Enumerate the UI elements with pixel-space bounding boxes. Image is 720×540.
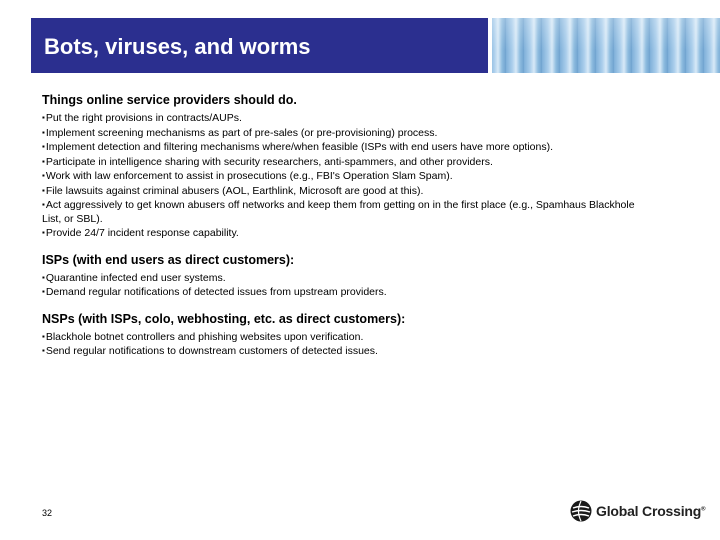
section-online-service-providers — [42, 93, 642, 241]
list-item: ▪Blackhole botnet controllers and phishing websites upon verification. — [42, 330, 364, 343]
bullet-icon: ▪ — [42, 156, 45, 166]
section-nsps — [42, 312, 642, 359]
section-title: NSPs (with ISPs, colo, webhosting, etc. as direct customers): — [42, 311, 406, 326]
bullet-list — [42, 330, 642, 359]
list-item: ▪Work with law enforcement to assist in prosecutions (e.g., FBI's Operation Slam Spam). — [42, 170, 453, 182]
list-item: ▪Implement detection and filtering mechanisms where/when feasible (ISPs with end users have more options). — [42, 141, 554, 153]
bullet-icon: ▪ — [42, 287, 45, 296]
bullet-icon: ▪ — [42, 272, 45, 282]
bullet-icon: ▪ — [42, 185, 45, 195]
bullet-list — [42, 111, 642, 241]
section-title: Things online service providers should do. — [42, 93, 297, 107]
bullet-icon: ▪ — [42, 113, 45, 122]
logo-wordmark: Global Crossing® — [596, 503, 706, 519]
list-item: ▪Demand regular notifications of detected issues from upstream providers. — [42, 286, 387, 298]
globe-icon — [570, 500, 592, 522]
list-item: ▪Provide 24/7 incident response capability. — [42, 227, 239, 239]
slide-title: Bots, viruses, and worms — [44, 34, 311, 59]
bullet-icon: ▪ — [42, 127, 45, 137]
global-crossing-logo — [570, 500, 710, 524]
section-isps — [42, 253, 642, 300]
bullet-icon: ▪ — [42, 346, 45, 355]
bullet-icon: ▪ — [42, 200, 45, 209]
list-item: ▪Implement screening mechanisms as part of pre-sales (or pre-provisioning) process. — [42, 126, 438, 139]
bullet-icon: ▪ — [42, 142, 45, 151]
header-building-image — [488, 18, 720, 73]
bullet-icon: ▪ — [42, 331, 45, 341]
list-item: ▪Put the right provisions in contracts/AUPs. — [42, 112, 242, 124]
bullet-icon: ▪ — [42, 171, 45, 180]
list-item: ▪Send regular notifications to downstream customers of detected issues. — [42, 345, 378, 357]
slide-body — [42, 93, 642, 371]
bullet-list — [42, 271, 642, 300]
title-bar — [31, 18, 720, 73]
list-item: ▪Quarantine infected end user systems. — [42, 271, 226, 284]
bullet-icon: ▪ — [42, 228, 45, 237]
list-item: ▪File lawsuits against criminal abusers (AOL, Earthlink, Microsoft are good at this). — [42, 184, 424, 197]
list-item: ▪Participate in intelligence sharing with security researchers, anti-spammers, and other providers. — [42, 155, 493, 168]
list-item: ▪Act aggressively to get known abusers off networks and keep them from getting on in the first place (e.g., Spamhaus Blackhole List, or SBL). — [42, 199, 635, 225]
section-title: ISPs (with end users as direct customers): — [42, 252, 295, 267]
page-number: 32 — [42, 508, 53, 518]
